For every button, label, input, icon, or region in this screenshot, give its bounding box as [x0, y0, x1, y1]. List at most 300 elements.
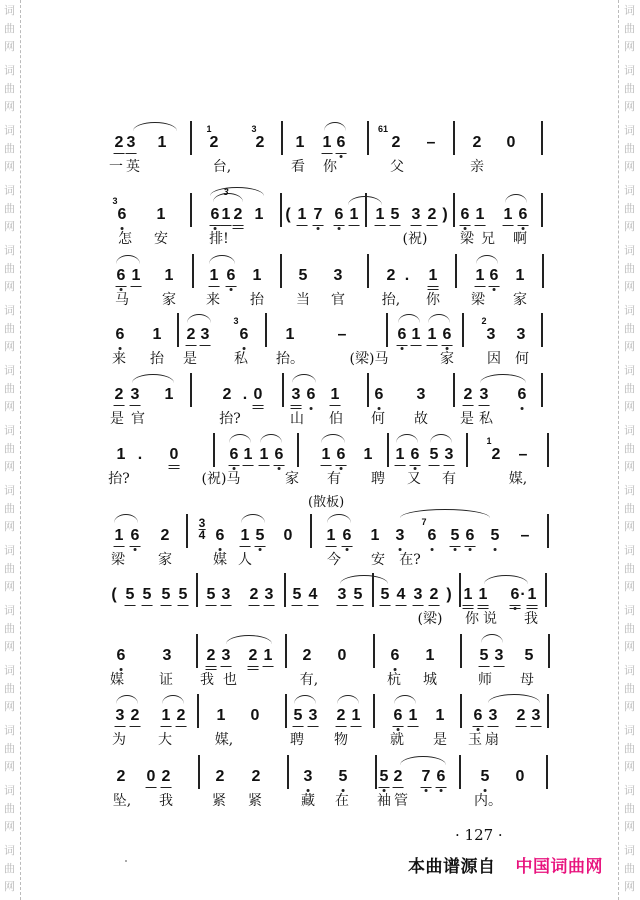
lyric: 人 — [238, 552, 252, 568]
note: 6 — [215, 527, 225, 544]
lyric: 故 — [414, 411, 428, 427]
note: 1 — [427, 326, 437, 343]
note: 6 — [393, 707, 403, 724]
note: 5 — [298, 267, 308, 284]
lyric: 你 — [323, 159, 337, 175]
lyric: 抬 — [250, 292, 264, 308]
note: 5 — [380, 586, 390, 603]
lyric: (梁) — [417, 611, 443, 627]
bar-line — [460, 634, 462, 668]
note: 6 — [465, 527, 475, 544]
note: 5 — [178, 586, 188, 603]
note: 1 — [326, 527, 336, 544]
bar-line — [373, 634, 375, 668]
note: 6 — [274, 446, 284, 463]
lyric: 也 — [223, 672, 237, 688]
slur-arc — [241, 514, 265, 523]
slur-arc — [400, 509, 490, 518]
note: ) — [442, 206, 448, 223]
watermark-char: 词 — [624, 664, 635, 677]
bar-line — [192, 254, 194, 288]
lyric: 台, — [212, 159, 232, 175]
note: 3 — [126, 134, 136, 151]
note: 2 — [116, 768, 126, 785]
note: 1 — [375, 206, 385, 223]
note: 2 — [206, 647, 216, 664]
note: 6 — [517, 386, 527, 403]
note: 1 — [252, 267, 262, 284]
note: 3 — [413, 586, 423, 603]
lyric: 我 — [524, 611, 538, 627]
watermark-char: 词 — [624, 184, 635, 197]
watermark-char: 网 — [624, 100, 635, 113]
note: 2 — [161, 768, 171, 785]
note: 5 — [161, 586, 171, 603]
watermark-char: 词 — [624, 544, 635, 557]
watermark-char: 曲 — [4, 622, 15, 635]
lyric: 扇 — [485, 732, 499, 748]
lyric: 是 — [183, 351, 197, 367]
watermark-char: 词 — [4, 724, 15, 737]
watermark-char: 词 — [624, 724, 635, 737]
note: 0 — [506, 134, 516, 151]
note: 1 — [114, 527, 124, 544]
bar-line — [280, 254, 282, 288]
slur-arc — [505, 194, 527, 203]
note: 2 — [130, 707, 140, 724]
lyric: 藏 — [301, 793, 315, 809]
lyric: 媒, — [508, 471, 528, 487]
lyric: 大 — [158, 732, 172, 748]
lyric: 私 — [234, 351, 248, 367]
slur-arc — [337, 695, 359, 704]
note: 1 — [330, 386, 340, 403]
lyric: 是 — [433, 732, 447, 748]
note: 5 — [450, 527, 460, 544]
watermark-char: 曲 — [624, 562, 635, 575]
note: 6 — [427, 527, 437, 544]
lyric: 当 — [296, 292, 310, 308]
note: 6 — [473, 707, 483, 724]
bar-line — [177, 313, 179, 347]
watermark-char: 词 — [4, 844, 15, 857]
note: 1 — [254, 206, 264, 223]
slur-arc — [430, 434, 452, 443]
watermark-char: 曲 — [624, 442, 635, 455]
note: 3 — [221, 647, 231, 664]
note: 2 — [516, 707, 526, 724]
lyric: 私 — [479, 411, 493, 427]
note: 1 — [475, 206, 485, 223]
note: . — [137, 446, 143, 463]
bar-line — [453, 193, 455, 227]
watermark-char: 曲 — [4, 682, 15, 695]
note: 1 — [295, 134, 305, 151]
watermark-char: 网 — [4, 520, 15, 533]
note: 6 — [397, 326, 407, 343]
slur-arc — [324, 122, 346, 131]
lyric: 管 — [394, 793, 408, 809]
watermark-char: 曲 — [4, 202, 15, 215]
note: 1 — [321, 446, 331, 463]
watermark-char: 曲 — [4, 502, 15, 515]
note: 5 — [255, 527, 265, 544]
lyric: 我 — [159, 793, 173, 809]
bar-line — [462, 313, 464, 347]
note: 2 — [249, 586, 259, 603]
note: 2 — [386, 267, 396, 284]
slur-arc — [116, 695, 138, 704]
note: 1 — [395, 446, 405, 463]
watermark-char: 曲 — [624, 802, 635, 815]
bar-line — [367, 121, 369, 155]
tempo-marking: (散板) — [308, 495, 345, 510]
note: 2 — [209, 134, 219, 151]
watermark-char: 词 — [624, 484, 635, 497]
note: 7 — [313, 206, 323, 223]
note: 0 — [515, 768, 525, 785]
bar-line — [386, 313, 388, 347]
slur-arc — [481, 634, 503, 643]
note: 2 — [251, 768, 261, 785]
lyric: 坠, — [112, 793, 132, 809]
note: 2 — [114, 386, 124, 403]
bar-line — [297, 433, 299, 467]
note: 6 — [489, 267, 499, 284]
note: · — [520, 586, 526, 603]
slur-arc — [484, 575, 528, 584]
note: 3 — [444, 446, 454, 463]
bar-line — [186, 514, 188, 548]
note: 1 — [475, 267, 485, 284]
note: 2 — [160, 527, 170, 544]
bar-line — [466, 433, 468, 467]
grace-note: 61 — [377, 124, 389, 134]
grace-note: 3 — [251, 124, 257, 134]
slur-arc — [480, 374, 526, 383]
note: 2 — [233, 206, 243, 223]
note: 6 — [210, 206, 220, 223]
note: 5 — [142, 586, 152, 603]
watermark-char: 曲 — [4, 862, 15, 875]
lyric: 啊 — [513, 231, 527, 247]
watermark-char: 词 — [624, 4, 635, 17]
watermark-char: 词 — [624, 604, 635, 617]
watermark-char: 曲 — [624, 682, 635, 695]
watermark-char: 网 — [4, 880, 15, 893]
page-number: · 127 · — [455, 826, 503, 844]
watermark-char: 词 — [4, 64, 15, 77]
lyric: 抬, — [381, 292, 401, 308]
note: 5 — [490, 527, 500, 544]
lyric: 为 — [112, 732, 126, 748]
grace-note: 1 — [206, 124, 212, 134]
watermark-char: 网 — [624, 460, 635, 473]
note: 2 — [429, 586, 439, 603]
lyric: 怎 — [118, 231, 132, 247]
slur-arc — [162, 695, 184, 704]
lyric: 媒 — [110, 672, 124, 688]
note: 1 — [363, 446, 373, 463]
watermark-char: 词 — [4, 604, 15, 617]
grace-note: 3 — [112, 196, 118, 206]
note: 1 — [349, 206, 359, 223]
note: 6 — [442, 326, 452, 343]
watermark-char: 网 — [624, 220, 635, 233]
note: 3 — [115, 707, 125, 724]
watermark-char: 网 — [4, 100, 15, 113]
note: – — [426, 134, 436, 151]
note: 3 — [337, 586, 347, 603]
note: 6 — [336, 134, 346, 151]
note: 6 — [342, 527, 352, 544]
note: 6 — [374, 386, 384, 403]
note: 5 — [379, 768, 389, 785]
note: 2 — [302, 647, 312, 664]
watermark-char: 词 — [4, 184, 15, 197]
note: 6 — [117, 206, 127, 223]
lyric: 梁 — [471, 292, 485, 308]
note: 3 — [411, 206, 421, 223]
watermark-char: 网 — [4, 640, 15, 653]
slur-arc — [229, 434, 251, 443]
lyric: 抬 — [150, 351, 164, 367]
note: 3 — [488, 707, 498, 724]
watermark-char: 网 — [624, 340, 635, 353]
lyric: 媒, — [214, 732, 234, 748]
bar-line — [375, 755, 377, 789]
note: 2 — [393, 768, 403, 785]
bar-line — [287, 755, 289, 789]
bar-line — [285, 694, 287, 728]
note: 1 — [285, 326, 295, 343]
note: 1 — [259, 446, 269, 463]
grace-note: 1 — [486, 436, 492, 446]
note: 1 — [435, 707, 445, 724]
note: 6 — [334, 206, 344, 223]
note: ( — [111, 586, 117, 603]
note: 5 — [524, 647, 534, 664]
note: 2 — [176, 707, 186, 724]
watermark-char: 曲 — [4, 82, 15, 95]
watermark-char: 网 — [4, 460, 15, 473]
watermark-char: 曲 — [4, 142, 15, 155]
watermark-char: 词 — [624, 304, 635, 317]
lyric: 家 — [285, 471, 299, 487]
lyric: 玉 — [468, 732, 482, 748]
note: 0 — [337, 647, 347, 664]
note: 1 — [116, 446, 126, 463]
note: 0 — [146, 768, 156, 785]
note: 1 — [161, 707, 171, 724]
lyric: 袖 — [377, 793, 391, 809]
slur-arc — [340, 575, 388, 584]
note: 6 — [436, 768, 446, 785]
note: 1 — [240, 527, 250, 544]
bar-line — [280, 193, 282, 227]
bar-line — [453, 121, 455, 155]
note: 1 — [411, 326, 421, 343]
watermark-char: 曲 — [624, 202, 635, 215]
lyric: 内。 — [474, 793, 502, 809]
lyric: 家 — [158, 552, 172, 568]
bar-line — [213, 433, 215, 467]
watermark-char: 网 — [4, 400, 15, 413]
note: 6 — [390, 647, 400, 664]
note: 5 — [480, 768, 490, 785]
note: 0 — [250, 707, 260, 724]
grace-note: 7 — [421, 517, 427, 527]
watermark-char: 词 — [4, 4, 15, 17]
bar-line — [547, 694, 549, 728]
watermark-char: 词 — [4, 364, 15, 377]
lyric: 你 — [465, 611, 479, 627]
bar-line — [459, 755, 461, 789]
slur-arc — [428, 314, 450, 323]
note: 3 — [291, 386, 301, 403]
note: 6 — [336, 446, 346, 463]
watermark-char: 词 — [624, 244, 635, 257]
print-speck — [125, 860, 127, 862]
watermark-char: 网 — [4, 700, 15, 713]
bar-line — [548, 634, 550, 668]
lyric: 来 — [206, 292, 220, 308]
note: 3 — [516, 326, 526, 343]
bar-line — [197, 694, 199, 728]
bar-line — [460, 694, 462, 728]
lyric: 有, — [299, 672, 319, 688]
bar-line — [541, 193, 543, 227]
source-site-link[interactable]: 中国词曲网 — [515, 857, 603, 877]
watermark-char: 网 — [624, 580, 635, 593]
slur-arc — [226, 635, 272, 644]
watermark-char: 网 — [4, 160, 15, 173]
note: 6 — [226, 267, 236, 284]
watermark-char: 词 — [4, 424, 15, 437]
note: 2 — [463, 386, 473, 403]
bar-line — [282, 373, 284, 407]
lyric: 今 — [327, 552, 341, 568]
watermark-char: 词 — [4, 244, 15, 257]
bar-line — [367, 373, 369, 407]
bar-line — [265, 313, 267, 347]
bar-line — [367, 254, 369, 288]
watermark-char: 曲 — [624, 22, 635, 35]
watermark-char: 词 — [624, 64, 635, 77]
lyric: 家 — [513, 292, 527, 308]
note: 5 — [353, 586, 363, 603]
note: 5 — [390, 206, 400, 223]
lyric: 师 — [478, 672, 492, 688]
note: 1 — [428, 267, 438, 284]
lyric: 物 — [334, 732, 348, 748]
note: 3 — [494, 647, 504, 664]
slur-arc — [488, 694, 540, 703]
watermark-char: 曲 — [624, 322, 635, 335]
slur-arc — [133, 122, 177, 131]
lyric: 抬? — [108, 471, 130, 487]
watermark-char: 词 — [4, 124, 15, 137]
bar-line — [285, 634, 287, 668]
lyric: 官 — [131, 411, 145, 427]
note: 1 — [503, 206, 513, 223]
watermark-char: 网 — [624, 820, 635, 833]
note: ( — [285, 206, 291, 223]
note: 3 — [479, 386, 489, 403]
note: 2 — [186, 326, 196, 343]
lyric: 我 — [200, 672, 214, 688]
slur-arc — [209, 255, 235, 264]
slur-arc — [116, 255, 140, 264]
note: 6 — [116, 647, 126, 664]
lyric: 何 — [371, 411, 385, 427]
lyric: (祝) — [402, 231, 428, 247]
note: 1 — [152, 326, 162, 343]
watermark-char: 词 — [4, 664, 15, 677]
note: 7 — [421, 768, 431, 785]
lyric: 亲 — [470, 159, 484, 175]
slur-arc — [260, 434, 282, 443]
lyric: 说 — [483, 611, 497, 627]
lyric: 证 — [159, 672, 173, 688]
watermark-char: 网 — [624, 400, 635, 413]
time-signature: 3 4 — [198, 516, 206, 542]
note: 3 — [264, 586, 274, 603]
lyric: 是 — [460, 411, 474, 427]
watermark-char: 词 — [4, 784, 15, 797]
lyric: 杭 — [387, 672, 401, 688]
note: 2 — [215, 768, 225, 785]
watermark-char: 网 — [624, 520, 635, 533]
lyric: 紧 — [248, 793, 262, 809]
note: 5 — [429, 446, 439, 463]
slur-arc — [396, 434, 418, 443]
lyric: 父 — [390, 159, 404, 175]
lyric: 你 — [426, 292, 440, 308]
lyric: 兄 — [481, 231, 495, 247]
note: 1 — [515, 267, 525, 284]
bar-line — [387, 433, 389, 467]
note: 1 — [425, 647, 435, 664]
lyric: 就 — [390, 732, 404, 748]
note: 2 — [248, 647, 258, 664]
slur-arc — [398, 314, 420, 323]
bar-line — [547, 433, 549, 467]
note: 2 — [391, 134, 401, 151]
note: 1 — [322, 134, 332, 151]
slur-arc — [394, 695, 416, 704]
slur-arc — [476, 255, 498, 264]
note: 1 — [243, 446, 253, 463]
note: 1 — [297, 206, 307, 223]
bar-line — [542, 254, 544, 288]
note: 5 — [479, 647, 489, 664]
watermark-char: 曲 — [4, 22, 15, 35]
lyric: 山 — [290, 411, 304, 427]
note: 2 — [427, 206, 437, 223]
note: 1 — [156, 206, 166, 223]
note: 3 — [333, 267, 343, 284]
watermark-char: 词 — [624, 844, 635, 857]
lyric: 马 — [115, 292, 129, 308]
watermark-char: 曲 — [4, 742, 15, 755]
watermark-char: 网 — [624, 280, 635, 293]
watermark-char: 曲 — [624, 82, 635, 95]
note: 6 — [239, 326, 249, 343]
bar-line — [196, 634, 198, 668]
bar-line — [547, 514, 549, 548]
lyric: 英 — [126, 159, 140, 175]
